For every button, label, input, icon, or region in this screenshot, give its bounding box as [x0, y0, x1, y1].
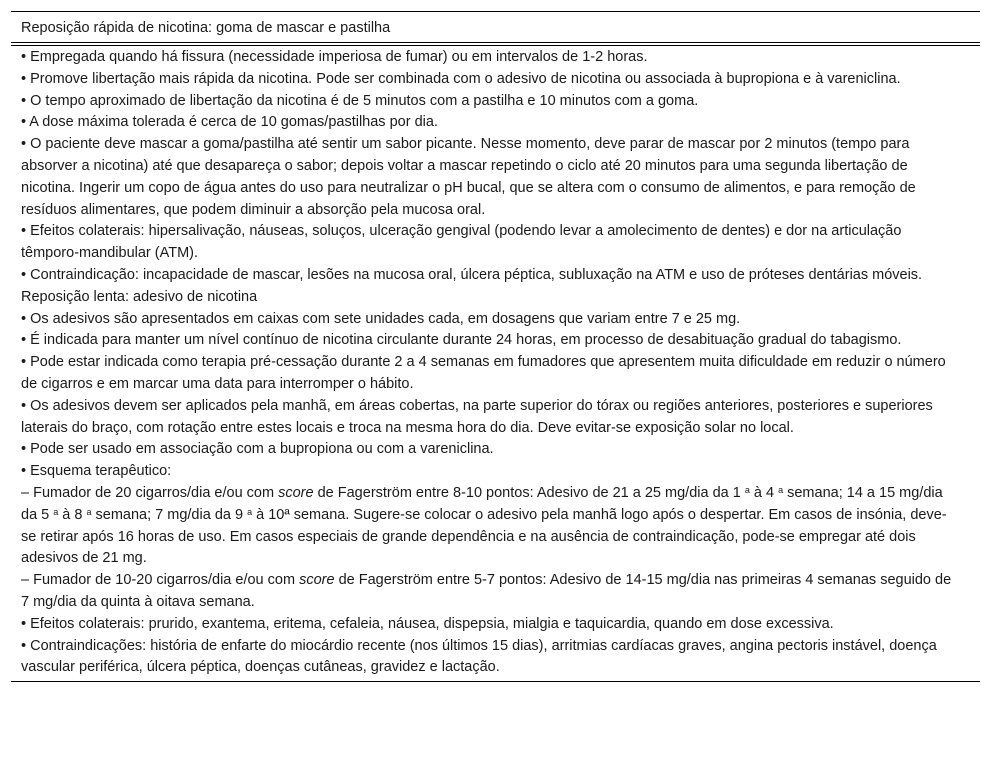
scheme1-score: score: [278, 484, 314, 501]
slow-section-title: Reposição lenta: adesivo de nicotina: [21, 288, 258, 305]
scheme-item-2: [21, 570, 960, 614]
rapid-item-3: • O tempo aproximado de libertação da nicotina é de 5 minutos com a pastilha e 10 minutos com a goma.: [21, 92, 699, 109]
scheme1-text-7: à 10ª semana. Sugere-se colocar o adesivo pela manhã logo após o despertar. Em casos de insónia, deve-se retirar após 16 horas de uso. Em casos especiais de grande dependência e na ausência de contraindicação, pode-se empregar até dois adesivos de 21 mg.: [21, 506, 947, 567]
scheme1-sup-3: a: [53, 506, 59, 517]
scheme1-text-4: semana; 14 a 15 mg/dia da 5: [21, 484, 943, 523]
slow-item-8: • Contraindicações: história de enfarte do miocárdio recente (nos últimos 15 dias), arritmias cardíacas graves, angina pectoris instável, doença vascular periférica, úlcera péptica, doenças cutâneas, gravidez e lactação.: [21, 637, 937, 676]
scheme1-text-5: à 8: [58, 506, 87, 523]
rapid-item-6: • Efeitos colaterais: hipersalivação, náuseas, soluços, ulceração gengival (podendo levar a amolecimento de dentes) e dor na articulação têmporo-mandibular (ATM).: [21, 223, 902, 262]
scheme2-text-2: de Fagerström entre 5-7 pontos: Adesivo de 14-15 mg/dia nas primeiras 4 semanas seguido de 7 mg/dia da quinta à oitava semana.: [21, 572, 952, 610]
scheme1-text-1: – Fumador de 20 cigarros/dia e/ou com: [21, 484, 279, 501]
slow-item-4: • Os adesivos devem ser aplicados pela manhã, em áreas cobertas, na parte superior do tórax ou regiões anteriores, posteriores e superiores laterais do braço, com rotação entre estes locais e troca na mesma hora do dia. Deve evitar-se exposição solar no local.: [21, 397, 933, 436]
rapid-item-4: • A dose máxima tolerada é cerca de 10 gomas/pastilhas por dia.: [21, 114, 438, 131]
table-body: [11, 45, 980, 681]
slow-item-6: • Esquema terapêutico:: [21, 463, 172, 480]
scheme1-text-6: semana; 7 mg/dia da 9: [91, 506, 248, 523]
table-header-title: Reposição rápida de nicotina: goma de mascar e pastilha: [21, 20, 391, 36]
slow-item-1: • Os adesivos são apresentados em caixas com sete unidades cada, em dosagens que variam entre 7 e 25 mg.: [21, 310, 741, 327]
scheme1-sup-4: a: [86, 506, 92, 517]
scheme1-sup-2: a: [778, 484, 784, 495]
slow-item-3: • Pode estar indicada como terapia pré-cessação durante 2 a 4 semanas em fumadores que apresentem muita dificuldade em reduzir o número de cigarros e em marcar uma data para interromper o hábito.: [21, 354, 946, 392]
rapid-item-2: • Promove libertação mais rápida da nicotina. Pode ser combinada com o adesivo de nicotina ou associada à bupropiona e à vareniclina.: [21, 70, 901, 87]
scheme2-score: score: [299, 572, 335, 589]
slow-item-2: • É indicada para manter um nível contínuo de nicotina circulante durante 24 horas, em processo de desabituação gradual do tabagismo.: [21, 332, 902, 349]
table-header: [11, 12, 980, 43]
slow-item-7: • Efeitos colaterais: prurido, exantema, eritema, cefaleia, náusea, dispepsia, mialgia e taquicardia, quando em dose excessiva.: [21, 615, 834, 632]
rapid-item-1: • Empregada quando há fissura (necessidade imperiosa de fumar) ou em intervalos de 1-2 horas.: [21, 49, 648, 65]
nicotine-replacement-table: [11, 11, 980, 682]
rapid-item-7: • Contraindicação: incapacidade de mascar, lesões na mucosa oral, úlcera péptica, subluxação na ATM e uso de próteses dentárias móveis.: [21, 266, 923, 283]
rapid-item-5: • O paciente deve mascar a goma/pastilha até sentir um sabor picante. Nesse momento, deve parar de mascar por 2 minutos (tempo para absorver a nicotina) até que desapareça o sabor; depois voltar a mascar repetindo o ciclo até 20 minutos para uma segunda libertação de nicotina. Ingerir um copo de água antes do uso para neutralizar o pH bucal, que se altera com o consumo de alimentos, e para remoção de resíduos alimentares, que podem diminuir a absorção pela mucosa oral.: [21, 136, 916, 218]
slow-item-5: • Pode ser usado em associação com a bupropiona ou com a vareniclina.: [21, 441, 494, 458]
scheme1-text-2: de Fagerström entre 8-10 pontos: Adesivo de 21 a 25 mg/dia da 1: [313, 484, 745, 501]
scheme1-sup-1: a: [744, 484, 750, 495]
scheme1-text-3: à 4: [749, 484, 779, 501]
scheme1-sup-5: a: [247, 506, 253, 517]
scheme2-text-1: – Fumador de 10-20 cigarros/dia e/ou com: [21, 572, 300, 589]
scheme-item-1: [21, 483, 960, 570]
